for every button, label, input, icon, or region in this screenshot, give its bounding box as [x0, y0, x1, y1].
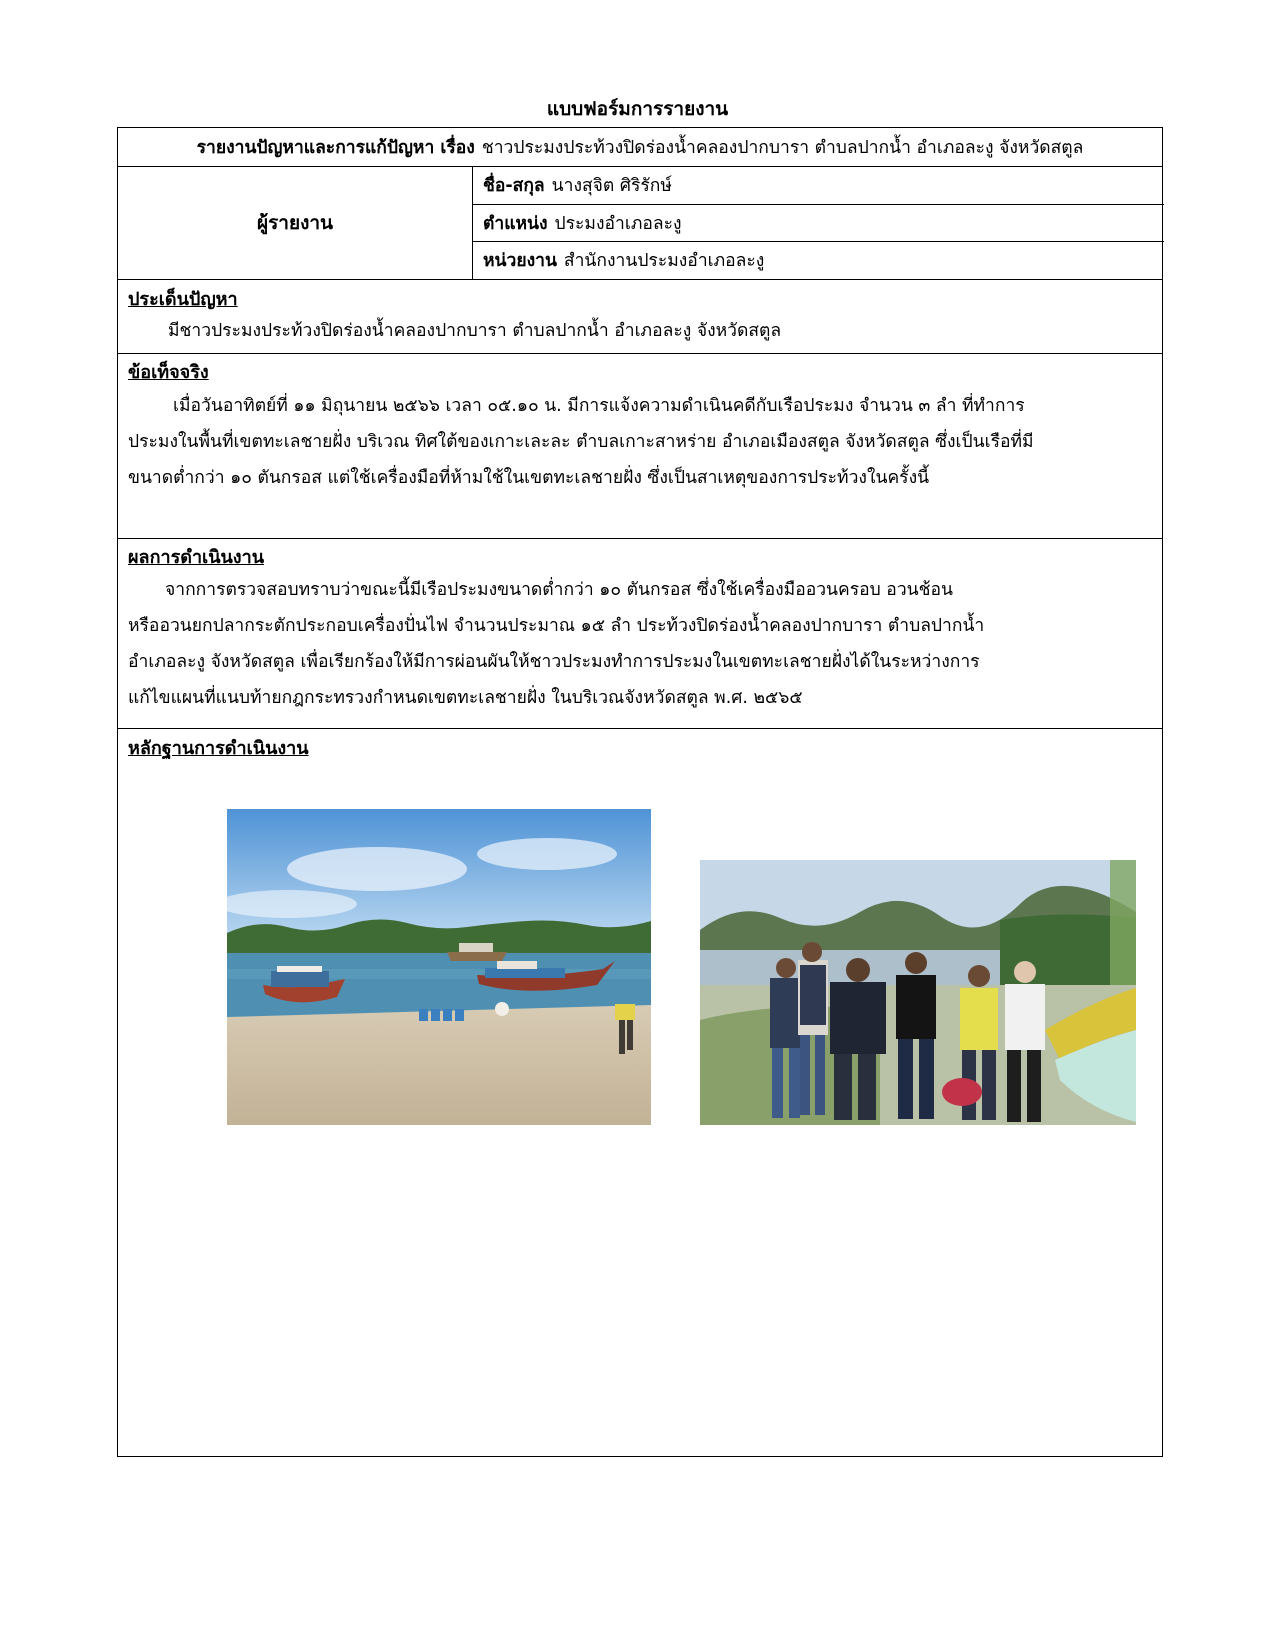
- form-title: แบบฟอร์มการรายงาน: [546, 98, 729, 120]
- issue-heading: ประเด็นปัญหา: [128, 289, 238, 310]
- reporter-name-cell: [473, 166, 1164, 204]
- reporter-agency-cell: [473, 241, 1164, 279]
- evidence-heading: หลักฐานการดำเนินงาน: [128, 738, 309, 759]
- issue-text: มีชาวประมงประท้วงปิดร่องน้ำคลองปากบารา ตำบลปากน้ำ อำเภอละงู จังหวัดสตูล: [168, 321, 782, 341]
- facts-line: ขนาดต่ำกว่า ๑๐ ตันกรอส แต่ใช้เครื่องมือที่ห้ามใช้ในเขตทะเลชายฝั่ง ซึ่งเป็นสาเหตุของการประท้วงในครั้งนี้: [128, 468, 930, 488]
- evidence-photo-boats: [227, 809, 651, 1125]
- reporter-section-label: ผู้รายงาน: [118, 166, 473, 279]
- facts-line: เมื่อวันอาทิตย์ที่ ๑๑ มิถุนายน ๒๕๖๖ เวลา ๐๕.๑๐ น. มีการแจ้งความดำเนินคดีกับเรือประมง จำนวน ๓ ลำ ที่ทำการ: [173, 396, 1025, 416]
- subject-label: รายงานปัญหาและการแก้ปัญหา เรื่อง: [196, 138, 475, 158]
- issue-paragraph: [128, 313, 1154, 349]
- results-line: จากการตรวจสอบทราบว่าขณะนี้มีเรือประมงขนาดต่ำกว่า ๑๐ ตันกรอส ซึ่งใช้เครื่องมืออวนครอบ อวนช้อน: [165, 580, 953, 600]
- results-paragraph: [128, 572, 1154, 716]
- evidence-photo-officials: [700, 860, 1136, 1125]
- reporter-position-cell: [473, 204, 1164, 242]
- results-heading: ผลการดำเนินงาน: [128, 547, 265, 568]
- reporter-position: ประมงอำเภอละงู: [554, 213, 682, 234]
- subject-row: [118, 128, 1162, 166]
- position-label: ตำแหน่ง: [483, 213, 548, 234]
- reporter-name: นางสุจิต ศิริรักษ์: [551, 175, 672, 196]
- subject-text: ชาวประมงประท้วงปิดร่องน้ำคลองปากบารา ตำบลปากน้ำ อำเภอละงู จังหวัดสตูล: [481, 138, 1084, 158]
- facts-line: ประมงในพื้นที่เขตทะเลชายฝั่ง บริเวณ ทิศใต้ของเกาะเละละ ตำบลเกาะสาหร่าย อำเภอเมืองสตูล จังหวัดสตูล ซึ่งเป็นเรือที่มี: [128, 432, 1034, 452]
- facts-paragraph: [128, 388, 1154, 496]
- name-label: ชื่อ-สกุล: [483, 175, 545, 196]
- results-line: อำเภอละงู จังหวัดสตูล เพื่อเรียกร้องให้มีการผ่อนผันให้ชาวประมงทำการประมงในเขตทะเลชายฝั่งได้ในระหว่างการ: [128, 652, 980, 672]
- agency-label: หน่วยงาน: [483, 251, 557, 272]
- results-line: แก้ไขแผนที่แนบท้ายกฎกระทรวงกำหนดเขตทะเลชายฝั่ง ในบริเวณจังหวัดสตูล พ.ศ. ๒๕๖๕: [128, 688, 803, 708]
- results-line: หรืออวนยกปลากระตักประกอบเครื่องปั่นไฟ จำนวนประมาณ ๑๕ ลำ ประท้วงปิดร่องน้ำคลองปากบารา ตำบลปากน้ำ: [128, 616, 985, 636]
- report-table: [117, 127, 1163, 1457]
- facts-heading: ข้อเท็จจริง: [128, 362, 209, 383]
- reporter-agency: สำนักงานประมงอำเภอละงู: [563, 251, 765, 272]
